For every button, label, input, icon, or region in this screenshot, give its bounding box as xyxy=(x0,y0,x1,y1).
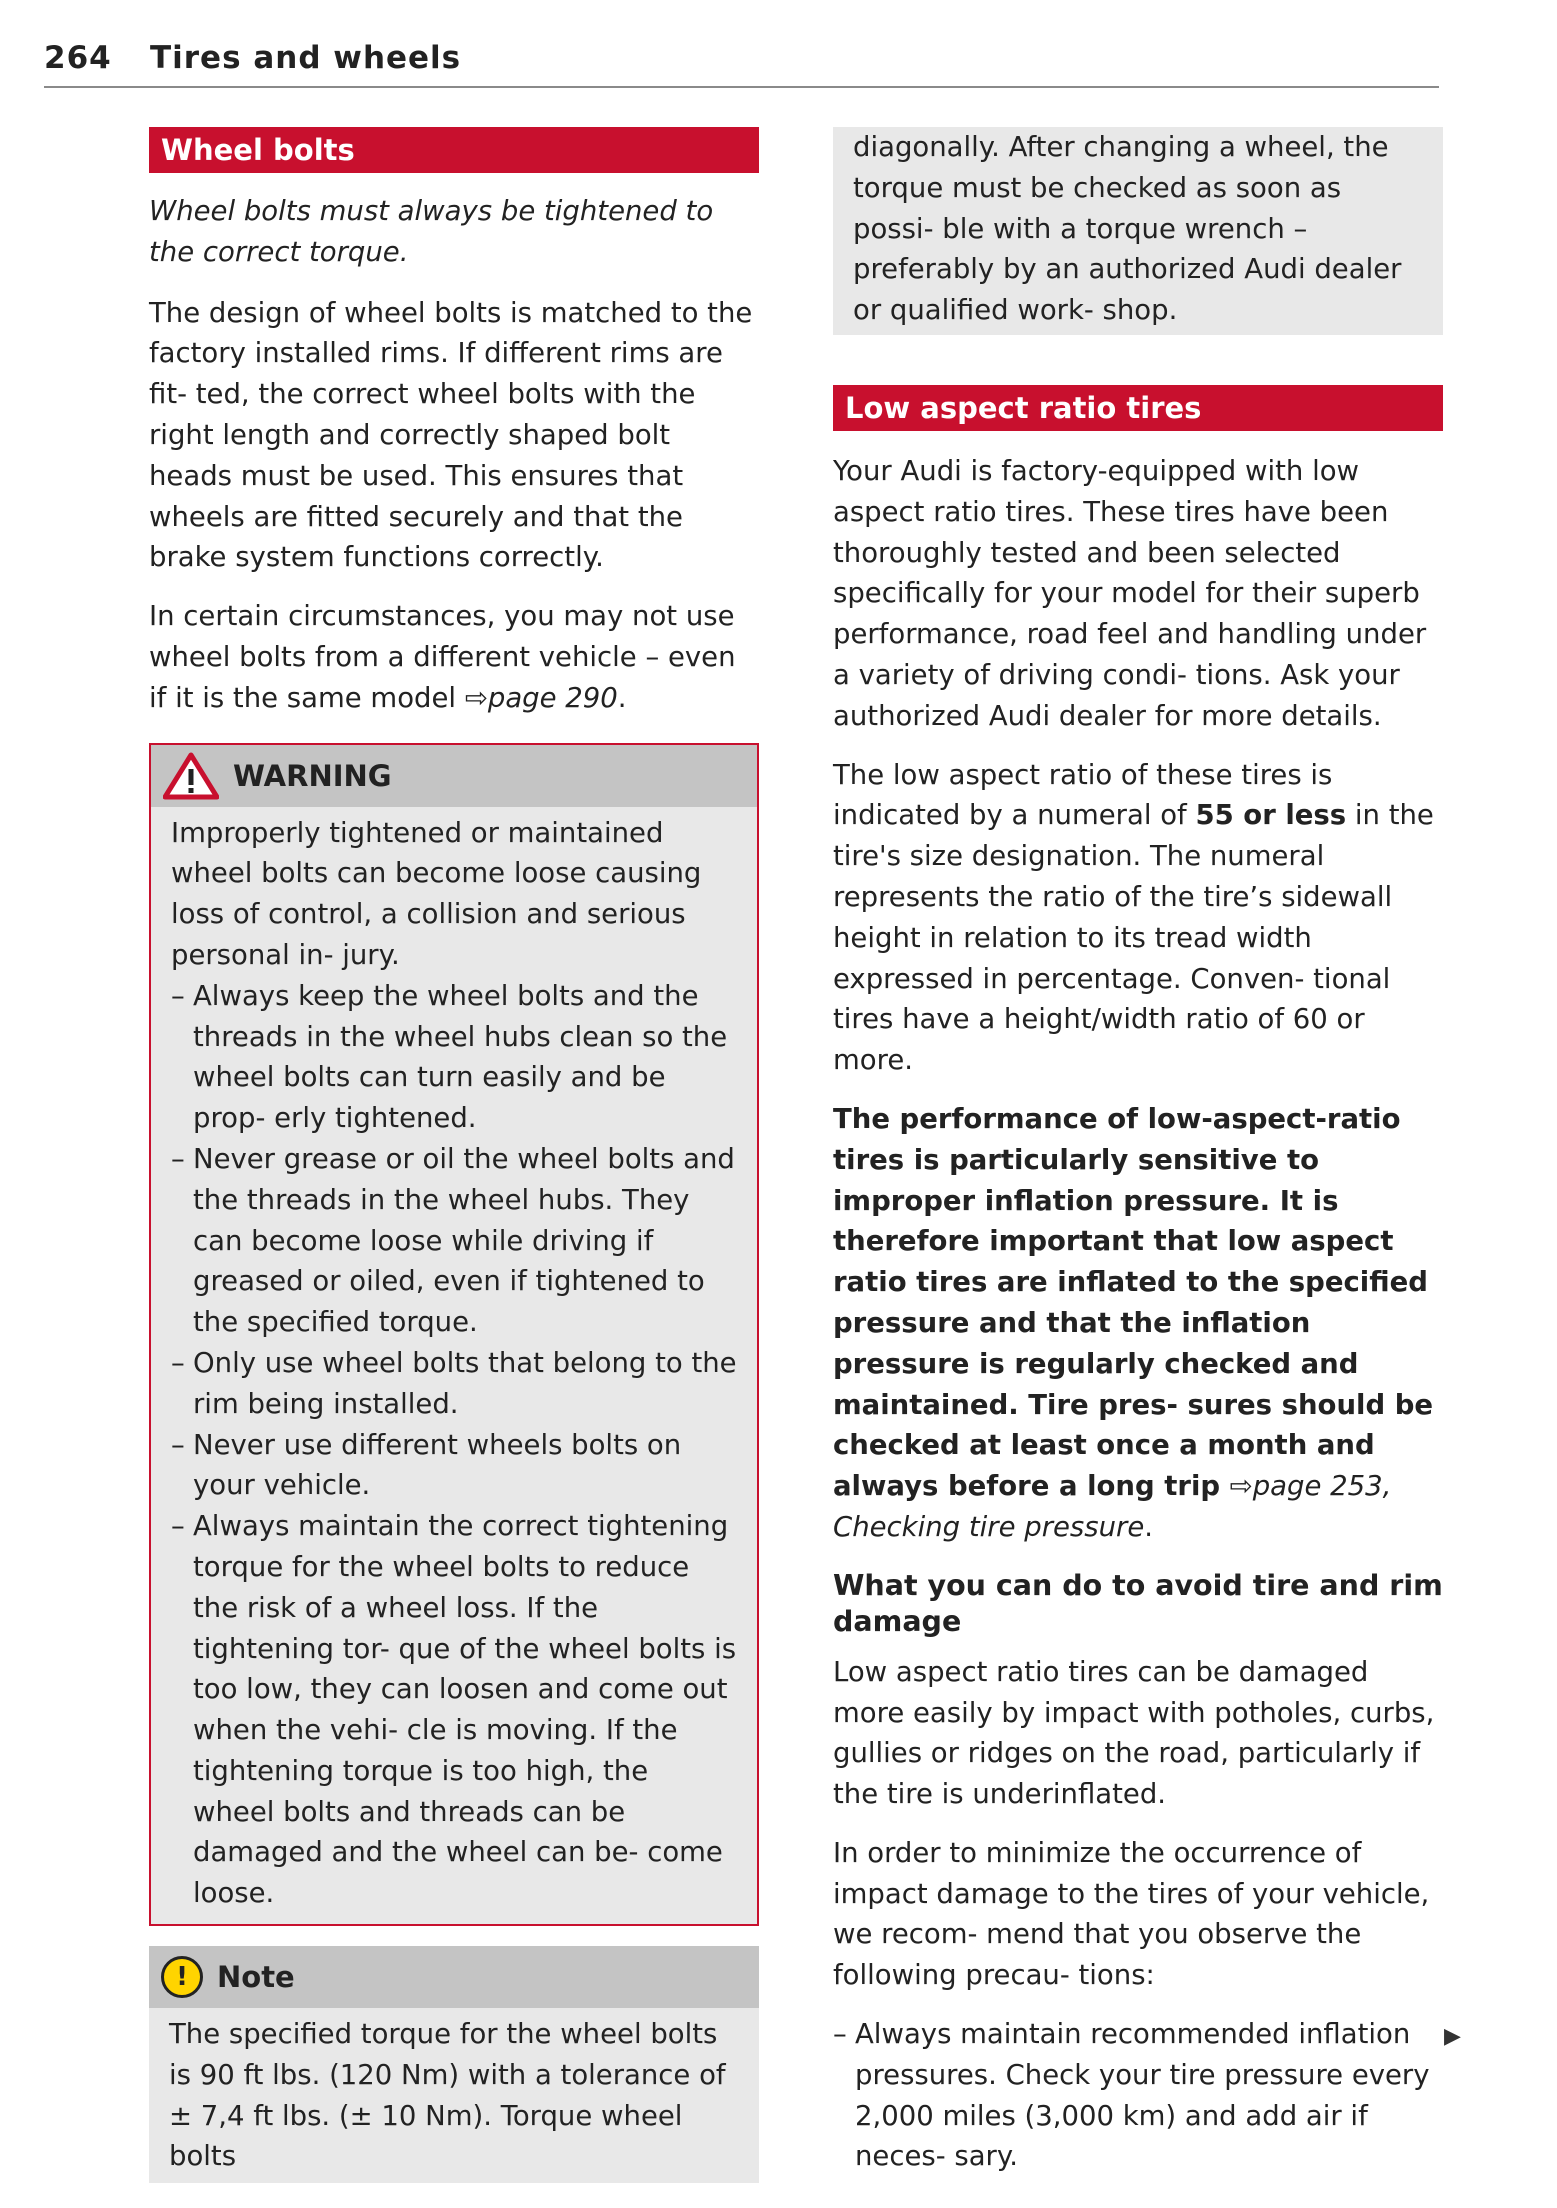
page-section-title: Tires and wheels xyxy=(150,40,462,76)
low-aspect-paragraph-1: Your Audi is factory-equipped with low aspect ratio tires. These tires have been thoroughly tested and been selected specifically for your model for their superb performance, road feel and handling under a variety of driving condi- tions. Ask your authorized Audi dealer for more details. xyxy=(833,454,1427,732)
low-aspect-paragraph-2 xyxy=(833,755,1443,1081)
low-aspect-bold-paragraph xyxy=(833,1099,1443,1548)
avoid-damage-paragraph-1: Low aspect ratio tires can be damaged more easily by impact with potholes, curbs, gullies or ridges on the road, particularly if the tire is underinflated. xyxy=(833,1655,1435,1811)
cross-reference-arrow-icon: ⇨ xyxy=(464,681,488,714)
warning-list-item: – Always maintain the correct tightening torque for the wheel bolts to reduce the risk of a wheel loss. If the tightening tor- que of the wheel bolts is too low, they can loosen and come out when the vehi- cle is moving. If the tightening torque is too high, the wheel bolts and threads can be damaged and the wheel can be- come loose. xyxy=(171,1510,737,1910)
low-aspect-ratio-title: Low aspect ratio tires xyxy=(833,385,1443,431)
warning-list-item: – Only use wheel bolts that belong to the rim being installed. xyxy=(171,1346,737,1420)
wheel-bolts-title: Wheel bolts xyxy=(149,127,759,173)
aspect-ratio-value: 55 or less xyxy=(1195,799,1347,832)
warning-list-item: – Always keep the wheel bolts and the threads in the wheel hubs clean so the wheel bolts can turn easily and be prop- erly tightened. xyxy=(171,979,728,1135)
wheel-bolts-paragraph-2-text: In certain circumstances, you may not use wheel bolts from a different vehicle – even if it is the same model xyxy=(149,600,736,714)
paragraph-end: . xyxy=(617,681,627,714)
warning-list-item-text: Never grease or oil the wheel bolts and the threads in the wheel hubs. They can become loose while driving if greased or oiled, even if tightened to the specified torque. xyxy=(193,1142,735,1339)
wheel-bolts-paragraph-1: The design of wheel bolts is matched to the factory installed rims. If different rims are fit- ted, the correct wheel bolts with the right length and correctly shaped bolt heads must be used. This ensures that wheels are fitted securely and that the brake system functions correctly. xyxy=(149,296,753,574)
paragraph-end: . xyxy=(1144,1510,1153,1543)
page-number: 264 xyxy=(44,40,112,76)
note-title: Note xyxy=(217,1960,295,1995)
low-aspect-paragraph-2-b: in the tire's size designation. The numeral represents the ratio of the tire’s sidewall height in relation to its tread width expressed in percentage. Conven- tional tires have a height/width ratio of 60 or more. xyxy=(833,799,1434,1077)
note-continuation-text: diagonally. After changing a wheel, the torque must be checked as soon as possi- ble with a torque wrench – preferably by an authorized Audi dealer or qualified work- shop. xyxy=(853,131,1402,327)
next-page-arrow-icon: ▶ xyxy=(1444,2024,1461,2049)
warning-title: WARNING xyxy=(233,758,392,793)
page-reference-link[interactable]: page 253, Checking tire pressure xyxy=(833,1470,1392,1543)
precaution-list-item: – Always maintain recommended inflation pressures. Check your tire pressure every 2,000 miles (3,000 km) and add air if neces- sary. xyxy=(833,2018,1430,2173)
note-text: The specified torque for the wheel bolts is 90 ft lbs. (120 Nm) with a tolerance of ± 7,4 ft lbs. (± 10 Nm). Torque wheel bolts xyxy=(169,2018,726,2173)
warning-list-item: – Never use different wheels bolts on your vehicle. xyxy=(171,1428,682,1502)
note-header xyxy=(149,1946,759,2008)
precaution-list-item-text: Always maintain recommended inflation pressures. Check your tire pressure every 2,000 miles (3,000 km) and add air if neces- sary. xyxy=(855,2018,1430,2173)
warning-intro: Improperly tightened or maintained wheel bolts can become loose causing loss of control, a collision and serious personal in- jury. xyxy=(171,816,702,971)
low-aspect-paragraph-2-a: The low aspect ratio of these tires is indicated by a numeral of xyxy=(833,758,1333,832)
warning-list-item-text: Always maintain the correct tightening torque for the wheel bolts to reduce the risk of a wheel loss. If the tightening tor- que of the wheel bolts is too low, they can loosen and come out when the vehi- cle is moving. If the tightening torque is too high, the wheel bolts and threads can be damaged and the wheel can be- come loose. xyxy=(193,1510,737,1910)
warning-body xyxy=(151,807,757,1925)
warning-box xyxy=(149,743,759,1927)
wheel-bolts-lead: Wheel bolts must always be tightened to the correct torque. xyxy=(149,195,714,268)
warning-list-item: – Never grease or oil the wheel bolts and the threads in the wheel hubs. They can become loose while driving if greased or oiled, even if tightened to the specified torque. xyxy=(171,1142,735,1339)
note-box xyxy=(149,1946,759,2183)
wheel-bolts-paragraph-2 xyxy=(149,596,759,718)
right-column xyxy=(833,127,1443,2177)
avoid-damage-paragraph-2: In order to minimize the occurrence of impact damage to the tires of your vehicle, we recom- mend that you observe the following precau- tions: xyxy=(833,1836,1430,1992)
cross-reference-arrow-icon: ⇨ xyxy=(1229,1470,1253,1503)
warning-list-item-text: Never use different wheels bolts on your vehicle. xyxy=(193,1428,682,1502)
exclamation-icon: ! xyxy=(161,1956,203,1998)
left-column xyxy=(149,127,759,2183)
warning-header xyxy=(151,745,757,807)
page-reference-link[interactable]: page 290 xyxy=(487,681,618,714)
avoid-damage-heading: What you can do to avoid tire and rim damage xyxy=(833,1568,1443,1638)
warning-list-item-text: Always keep the wheel bolts and the threads in the wheel hubs clean so the wheel bolts can turn easily and be prop- erly tightened. xyxy=(193,979,728,1135)
warning-list-item-text: Only use wheel bolts that belong to the rim being installed. xyxy=(193,1346,737,1420)
note-body xyxy=(149,2008,759,2183)
low-aspect-bold-text: The performance of low-aspect-ratio tires is particularly sensitive to improper inflation pressure. It is therefore important that low aspect ratio tires are inflated to the specified pressure and that the inflation pressure is regularly checked and maintained. Tire pres- sures should be checked at least once a month and always before a long trip xyxy=(833,1102,1434,1503)
page-header xyxy=(44,40,1439,88)
note-continuation-box xyxy=(833,127,1443,335)
warning-triangle-icon xyxy=(163,752,219,800)
